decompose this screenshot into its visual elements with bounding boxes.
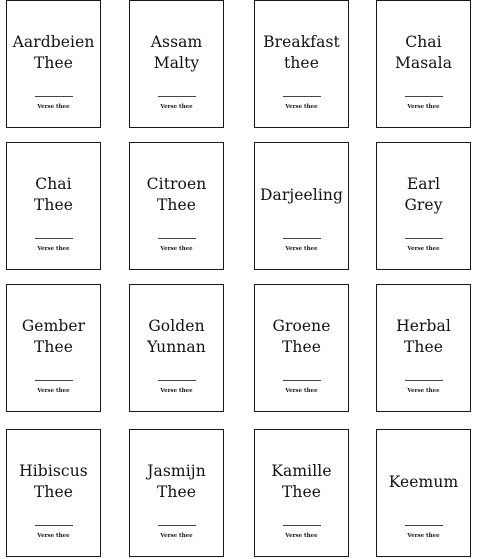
- tea-subtitle: Verse thee: [160, 246, 193, 252]
- tea-card[interactable]: [129, 0, 224, 128]
- tea-subtitle: Verse thee: [37, 388, 70, 394]
- tea-card[interactable]: [254, 429, 349, 557]
- tea-name-line: Chai: [35, 175, 72, 193]
- tea-card[interactable]: [129, 429, 224, 557]
- tea-name: [259, 22, 344, 84]
- tea-card[interactable]: [254, 0, 349, 128]
- divider: [405, 238, 443, 239]
- tea-name-line: Jasmijn: [147, 462, 206, 480]
- tea-subtitle: Verse thee: [160, 388, 193, 394]
- tea-subtitle: Verse thee: [37, 246, 70, 252]
- tea-name-line: Malty: [153, 54, 200, 72]
- tea-name: [381, 164, 466, 226]
- divider: [35, 238, 73, 239]
- tea-name: [259, 451, 344, 513]
- tea-card[interactable]: [376, 429, 471, 557]
- tea-card[interactable]: [6, 0, 101, 128]
- divider: [405, 525, 443, 526]
- tea-name-line: Kamille: [271, 462, 332, 480]
- tea-name-line: Thee: [281, 483, 322, 501]
- tea-subtitle: Verse thee: [37, 533, 70, 539]
- divider: [158, 380, 196, 381]
- tea-name-line: Thee: [33, 196, 74, 214]
- tea-name-line: Thee: [156, 483, 197, 501]
- divider: [283, 238, 321, 239]
- tea-subtitle: Verse thee: [407, 246, 440, 252]
- tea-name-line: Yunnan: [147, 338, 206, 356]
- divider: [283, 380, 321, 381]
- tea-subtitle: Verse thee: [160, 104, 193, 110]
- tea-subtitle: Verse thee: [285, 104, 318, 110]
- divider: [35, 96, 73, 97]
- tea-name-line: Golden: [148, 317, 205, 335]
- tea-name-line: Keemum: [388, 472, 459, 491]
- tea-name-line: Thee: [281, 338, 322, 356]
- divider: [158, 96, 196, 97]
- tea-name: [11, 22, 96, 84]
- tea-name-line: thee: [284, 54, 319, 72]
- tea-name: [11, 306, 96, 368]
- tea-card[interactable]: [129, 142, 224, 270]
- tea-subtitle: Verse thee: [285, 533, 318, 539]
- tea-name-line: Assam: [150, 33, 203, 51]
- tea-subtitle: Verse thee: [37, 104, 70, 110]
- tea-name-line: Thee: [403, 338, 444, 356]
- tea-card[interactable]: [254, 142, 349, 270]
- tea-name: [259, 164, 344, 226]
- tea-name: [134, 22, 219, 84]
- tea-subtitle: Verse thee: [285, 388, 318, 394]
- tea-name-line: Aardbeien: [12, 33, 95, 51]
- tea-card[interactable]: [254, 284, 349, 412]
- divider: [158, 525, 196, 526]
- tea-name-line: Masala: [394, 54, 453, 72]
- tea-name-line: Gember: [21, 317, 86, 335]
- tea-name-line: Thee: [33, 338, 74, 356]
- divider: [405, 96, 443, 97]
- tea-name-line: Breakfast: [263, 33, 340, 51]
- tea-name: [381, 22, 466, 84]
- tea-name-line: Hibiscus: [19, 462, 88, 480]
- tea-card[interactable]: [376, 0, 471, 128]
- tea-name: [11, 164, 96, 226]
- tea-name-line: Earl: [406, 175, 441, 193]
- tea-card[interactable]: [376, 142, 471, 270]
- tea-name-line: Citroen: [146, 175, 207, 193]
- tea-card[interactable]: [6, 142, 101, 270]
- tea-subtitle: Verse thee: [407, 388, 440, 394]
- divider: [283, 525, 321, 526]
- tea-name-line: Thee: [156, 196, 197, 214]
- divider: [158, 238, 196, 239]
- tea-name-line: Groene: [272, 317, 331, 335]
- divider: [283, 96, 321, 97]
- tea-name: [381, 306, 466, 368]
- tea-name-line: Darjeeling: [259, 185, 344, 204]
- tea-name: [11, 451, 96, 513]
- tea-name-line: Herbal: [396, 317, 451, 335]
- tea-subtitle: Verse thee: [407, 104, 440, 110]
- tea-name-line: Thee: [33, 483, 74, 501]
- tea-card[interactable]: [6, 284, 101, 412]
- divider: [405, 380, 443, 381]
- tea-name: [134, 306, 219, 368]
- tea-subtitle: Verse thee: [285, 246, 318, 252]
- tea-name: [259, 306, 344, 368]
- divider: [35, 380, 73, 381]
- tea-subtitle: Verse thee: [407, 533, 440, 539]
- tea-name: [134, 451, 219, 513]
- tea-name-line: Grey: [404, 196, 443, 214]
- tea-card[interactable]: [129, 284, 224, 412]
- tea-card[interactable]: [6, 429, 101, 557]
- tea-name-line: Chai: [405, 33, 442, 51]
- tea-name-line: Thee: [33, 54, 74, 72]
- tea-subtitle: Verse thee: [160, 533, 193, 539]
- tea-name: [381, 451, 466, 513]
- tea-name: [134, 164, 219, 226]
- tea-card[interactable]: [376, 284, 471, 412]
- divider: [35, 525, 73, 526]
